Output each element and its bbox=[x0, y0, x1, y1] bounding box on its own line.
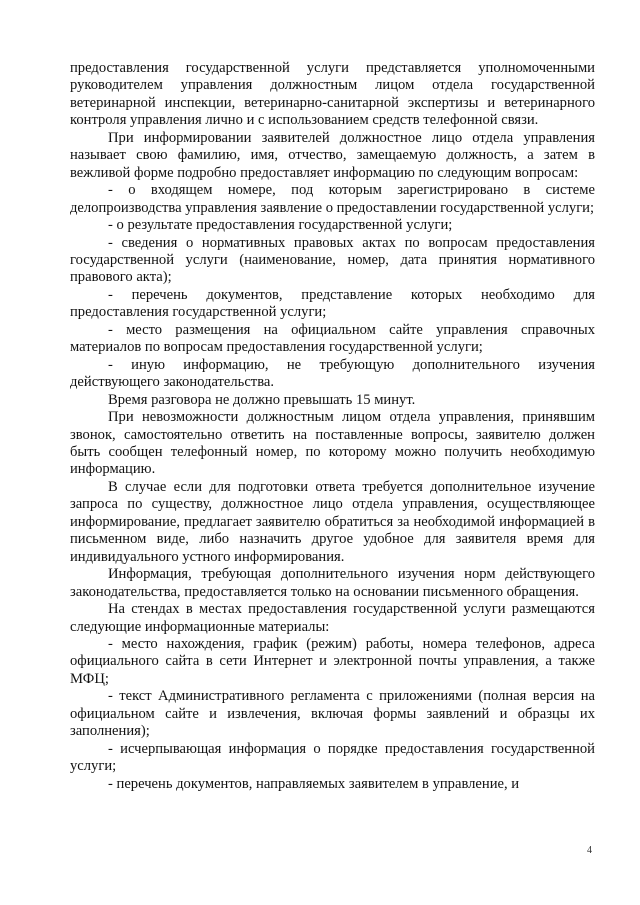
paragraph-continuation: предоставления государственной услуги представляется уполномоченными руководителем управления должностным лицом отдела государственной ветеринарной инспекции, ветеринарно-санитарной экспертизы и ветеринарного контроля управления лично и с использованием средств телефонной связи. bbox=[70, 60, 595, 129]
list-item-legal-acts: - сведения о нормативных правовых актах по вопросам предоставления государственной услуги (наименование, номер, дата принятия нормативного правового акта); bbox=[70, 234, 595, 286]
paragraph-redirect-phone: При невозможности должностным лицом отдела управления, принявшим звонок, самостоятельно ответить на поставленные вопросы, заявителю должен быть сообщен телефонный номер, по которому можно получить необходимую информацию. bbox=[70, 409, 595, 478]
list-item-contacts: - место нахождения, график (режим) работы, номера телефонов, адреса официального сайта в сети Интернет и электронной почты управления, а также МФЦ; bbox=[70, 635, 595, 687]
document-body bbox=[70, 60, 595, 793]
list-item-service-result: - о результате предоставления государственной услуги; bbox=[108, 217, 453, 234]
list-item-website-materials: - место размещения на официальном сайте управления справочных материалов по вопросам предоставления государственной услуги; bbox=[70, 321, 595, 356]
paragraph-informing-procedure: При информировании заявителей должностное лицо отдела управления называет свою фамилию, имя, отчество, замещаемую должность, а затем в вежливой форме подробно предоставляет информацию по следующим вопросам: bbox=[70, 129, 595, 181]
list-item-applicant-documents: - перечень документов, направляемых заявителем в управление, и bbox=[108, 775, 520, 792]
paragraph-information-stands: На стендах в местах предоставления государственной услуги размещаются следующие информационные материалы: bbox=[70, 601, 595, 635]
list-item-incoming-number: - о входящем номере, под которым зарегистрировано в системе делопроизводства управления заявление о предоставлении государственной услуги; bbox=[70, 182, 595, 216]
list-item-other-information: - иную информацию, не требующую дополнительного изучения действующего законодательства. bbox=[70, 356, 595, 391]
list-item-regulation-text: - текст Административного регламента с приложениями (полная версия на официальном сайте и извлечения, включая формы заявлений и образцы их заполнения); bbox=[70, 688, 595, 740]
list-item-documents-list: - перечень документов, представление которых необходимо для предоставления государственной услуги; bbox=[70, 286, 595, 321]
paragraph-call-duration: Время разговора не должно превышать 15 минут. bbox=[108, 391, 416, 408]
paragraph-written-appeal: Информация, требующая дополнительного изучения норм действующего законодательства, предоставляется только на основании письменного обращения. bbox=[70, 566, 595, 600]
page-number: 4 bbox=[587, 845, 592, 856]
paragraph-written-request: В случае если для подготовки ответа требуется дополнительное изучение запроса по существу, должностное лицо отдела управления, осуществляющее информирование, предлагает заявителю обратиться за необходимой информацией в письменном виде, либо назначить другое удобное для заявителя время для индивидуального устного информирования. bbox=[70, 478, 595, 565]
list-item-procedure-info: - исчерпывающая информация о порядке предоставления государственной услуги; bbox=[70, 740, 595, 775]
